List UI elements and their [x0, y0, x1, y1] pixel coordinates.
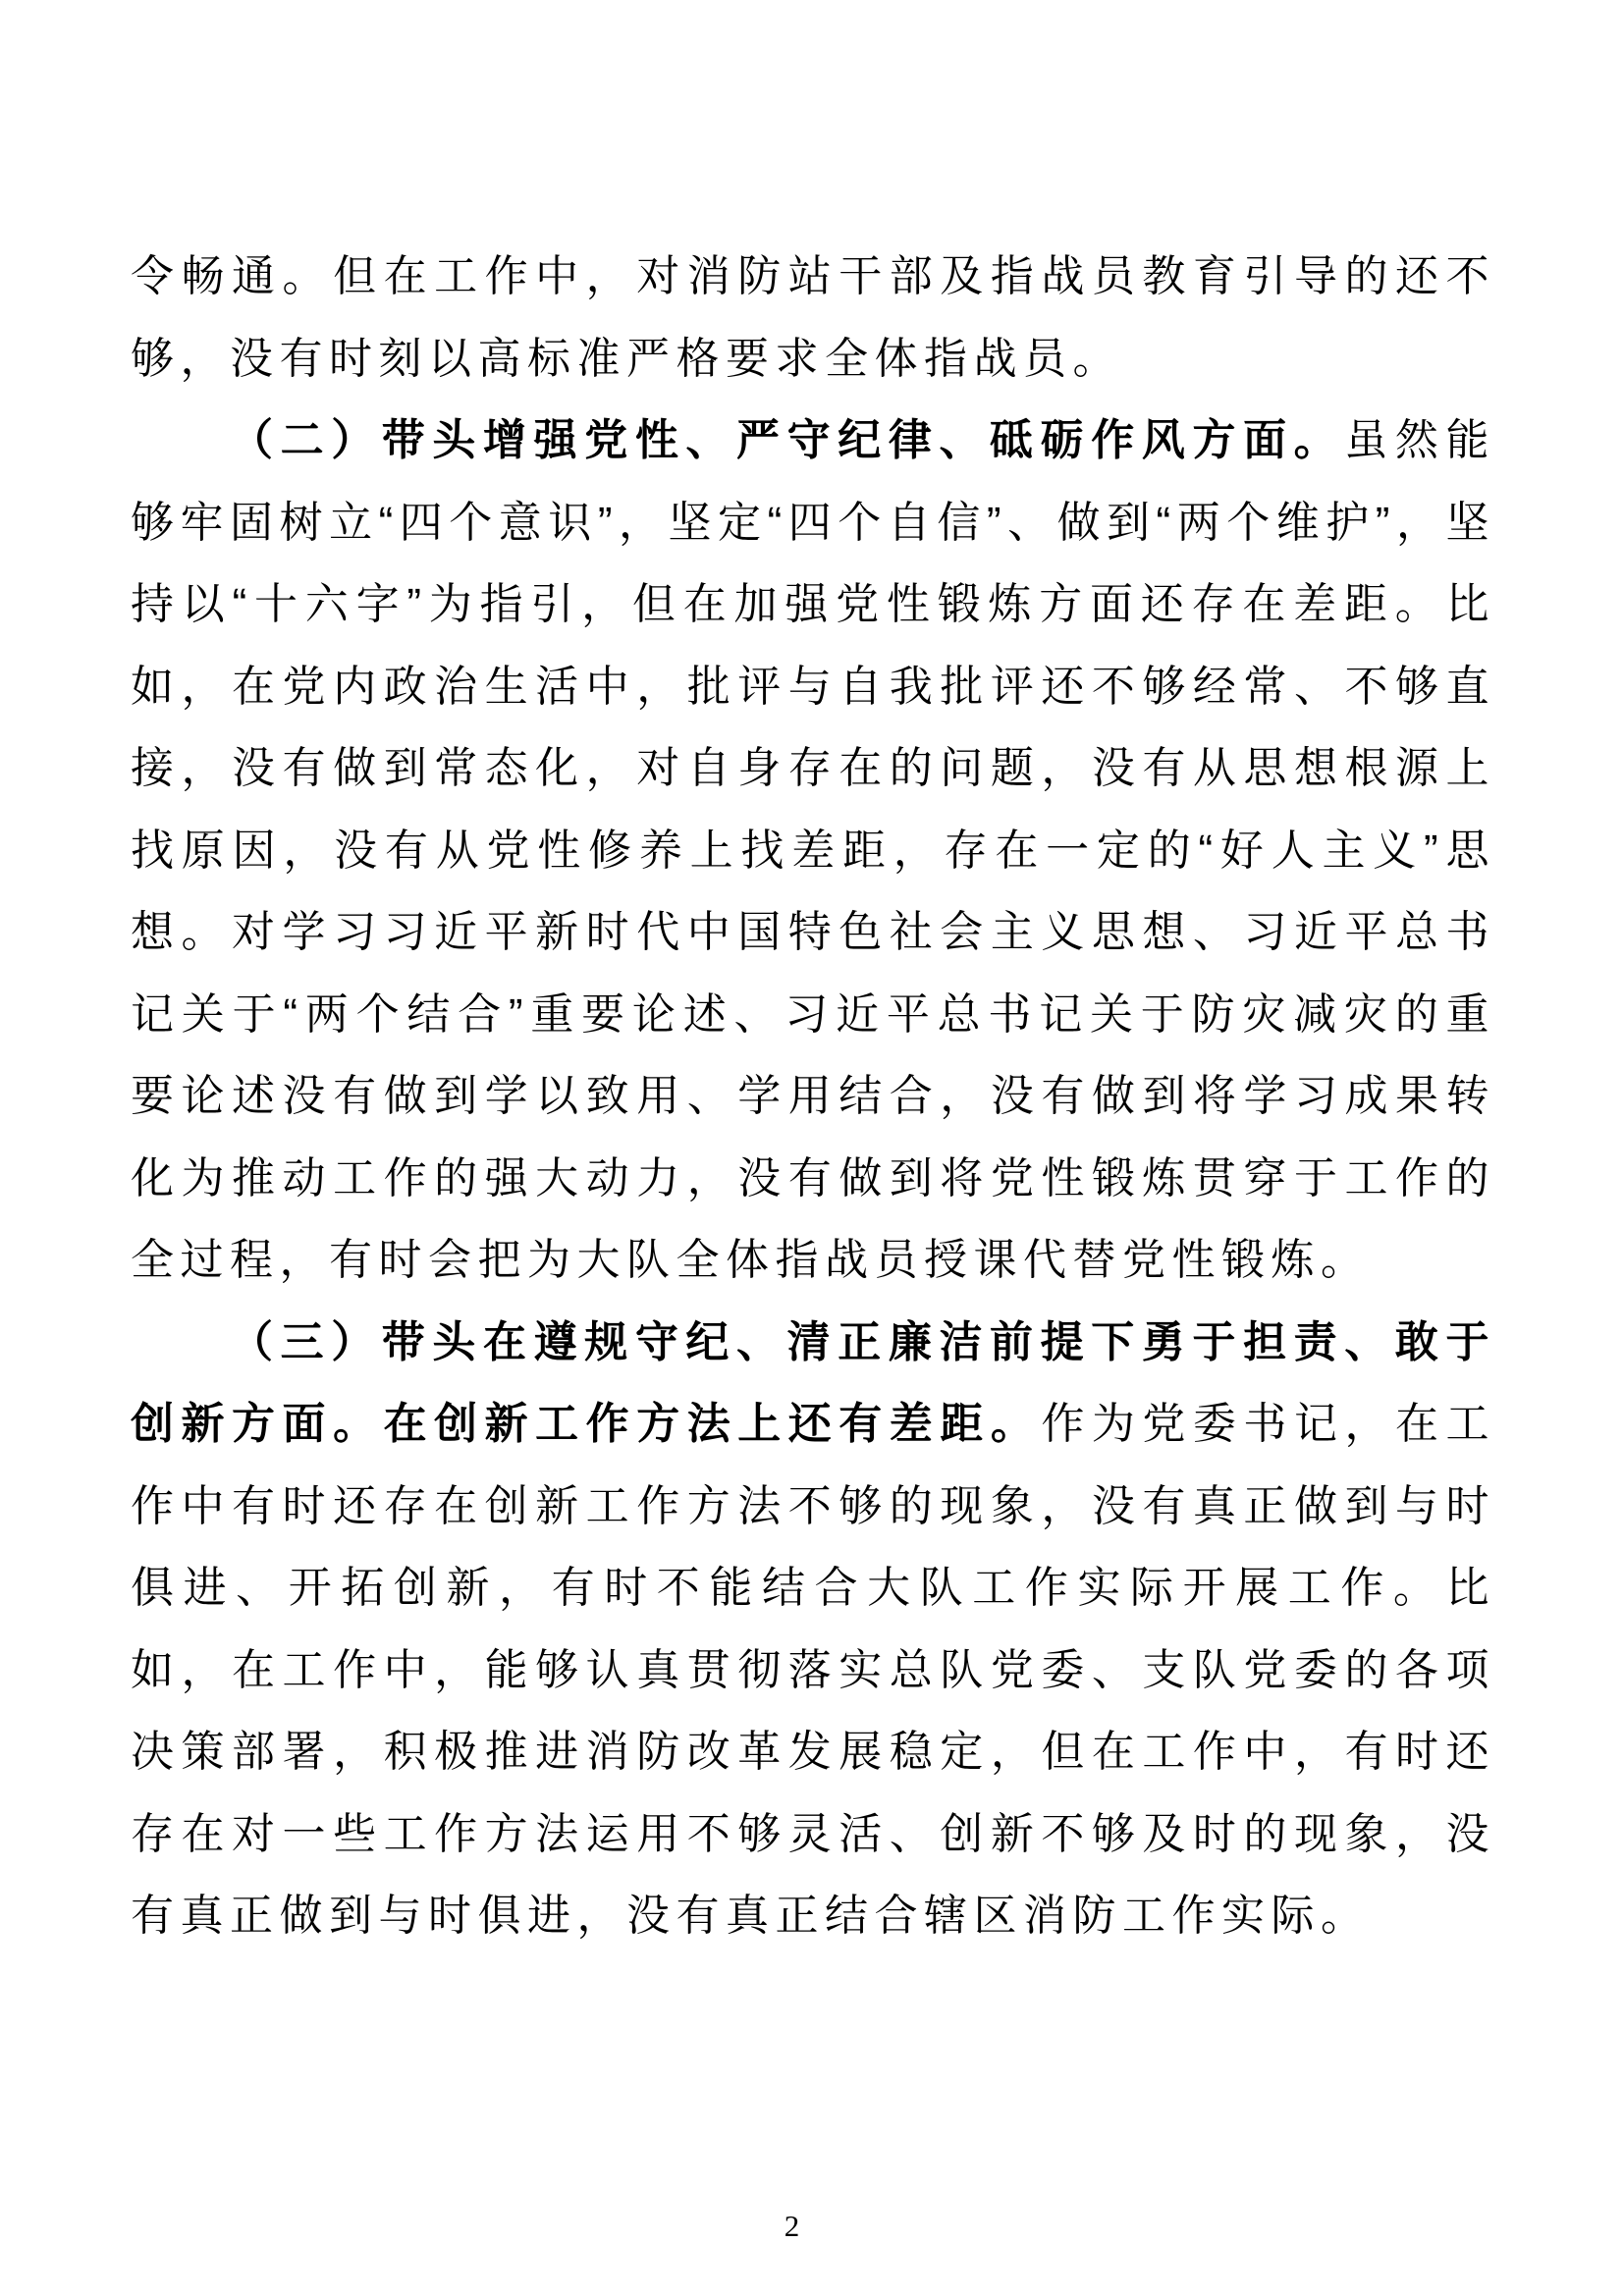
bold-text-run: （三）带头在遵规守纪、清正廉洁前提下勇于担责、敢于创新方面。在创新工作方法上还有差距。	[131, 1317, 1495, 1448]
text-run: 令畅通。但在工作中，对消防站干部及指战员教育引导的还不够，没有时刻以高标准严格要求全体指战员。	[131, 252, 1495, 383]
paragraph-continuation	[131, 236, 1495, 400]
paragraph-section-2	[131, 400, 1495, 1302]
page-number: 2	[784, 2209, 800, 2243]
text-run: 虽然能够牢固树立“四个意识”，坚定“四个自信”、做到“两个维护”，坚持以“十六字”为指引，但在加强党性锻炼方面还存在差距。比如，在党内政治生活中，批评与自我批评还不够经常、不够直接，没有做到常态化，对自身存在的问题，没有从思想根源上找原因，没有从党性修养上找差距，存在一定的“好人主义”思想。对学习习近平新时代中国特色社会主义思想、习近平总书记关于“两个结合”重要论述、习近平总书记关于防灾减灾的重要论述没有做到学以致用、学用结合，没有做到将学习成果转化为推动工作的强大动力，没有做到将党性锻炼贯穿于工作的全过程，有时会把为大队全体指战员授课代替党性锻炼。	[131, 416, 1496, 1284]
paragraph-section-3	[131, 1302, 1495, 1957]
bold-text-run: （二）带头增强党性、严守纪律、砥砺作风方面。	[230, 416, 1345, 464]
document-body	[131, 236, 1495, 1957]
text-run: 作为党委书记，在工作中有时还存在创新工作方法不够的现象，没有真正做到与时俱进、开拓创新，有时不能结合大队工作实际开展工作。比如，在工作中，能够认真贯彻落实总队党委、支队党委的各项决策部署，积极推进消防改革发展稳定，但在工作中，有时还存在对一些工作方法运用不够灵活、创新不够及时的现象，没有真正做到与时俱进，没有真正结合辖区消防工作实际。	[131, 1400, 1496, 1940]
